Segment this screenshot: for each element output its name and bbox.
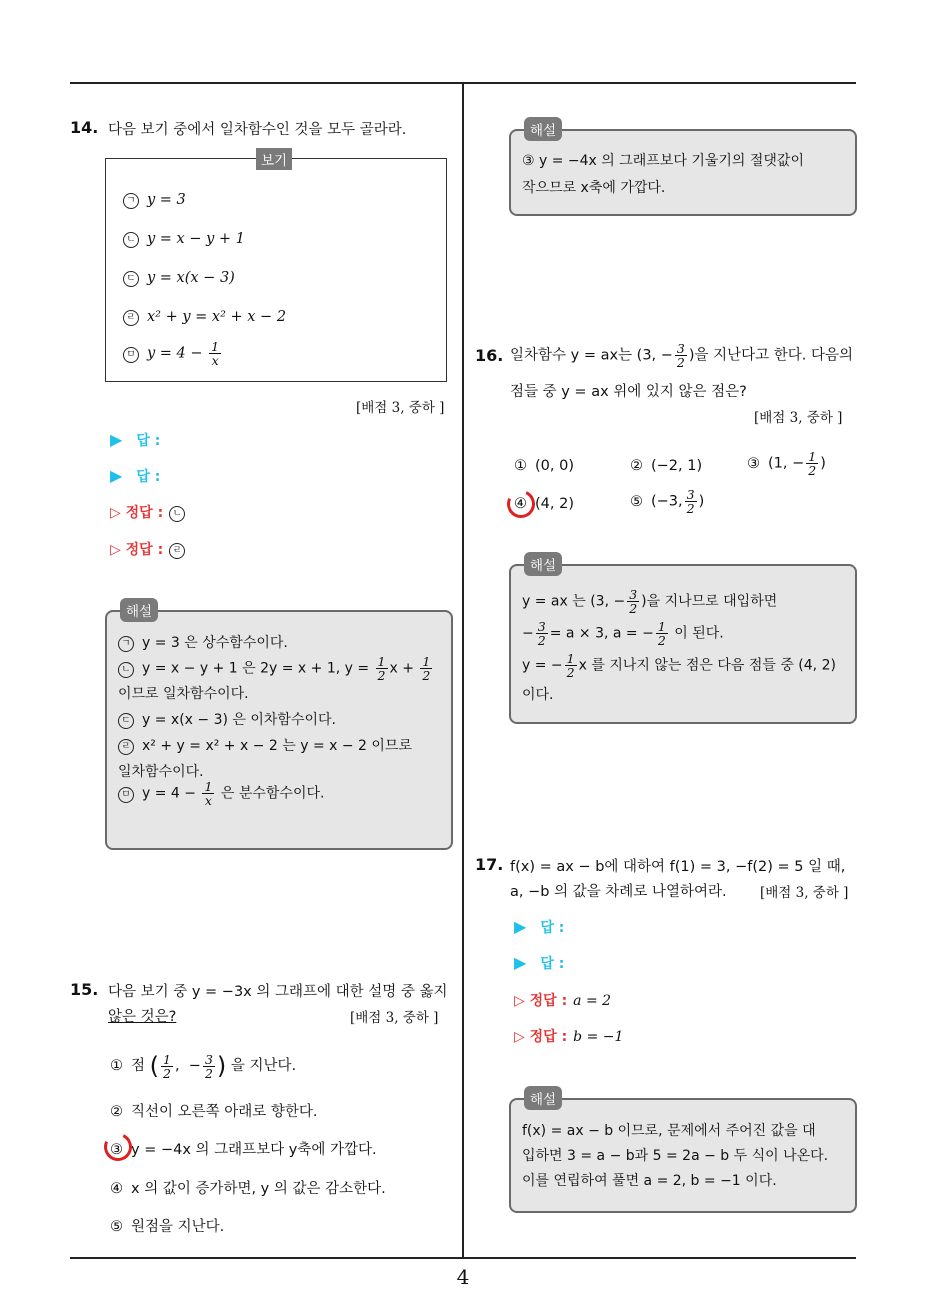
q15-points: [배점 3, 중하 ] bbox=[350, 1010, 439, 1026]
q17-points: [배점 3, 중하 ] bbox=[760, 885, 849, 901]
q14-correct-2: ▷ 정답 : ㄹ bbox=[110, 539, 193, 559]
q17-answer-1[interactable]: ▶ 답 : bbox=[514, 917, 565, 936]
q15-answer-mark bbox=[100, 1129, 136, 1165]
q16-text-1: 일차함수 y = ax는 (3, − $\frac{3}{2}$ )을 지난다고 한다. 다음의 bbox=[510, 341, 854, 370]
q14-item-3-mark: ㄷ bbox=[123, 271, 139, 287]
q15-choice-3[interactable]: ③ y = −4x 의 그래프보다 y축에 가깝다. bbox=[110, 1142, 377, 1158]
q14-explain-line-2: ㄴ y = x − y + 1 은 2y = x + 1, y = $\frac{1}{2}$ x + $\frac{1}{2}$ bbox=[118, 655, 434, 682]
q14-explain-line-7: ㅁ y = 4 − $\frac{1}{x}$ 은 분수함수이다. bbox=[118, 780, 324, 807]
q16-explain-line-2: − $\frac{3}{2}$ = a × 3, a = − $\frac{1}{2}$ 이 된다. bbox=[522, 619, 724, 648]
q16-choice-2[interactable]: ② (−2, 1) bbox=[630, 458, 703, 474]
q17-explain-line-1: f(x) = ax − b 이므로, 문제에서 주어진 값을 대 bbox=[522, 1123, 816, 1139]
q14-bogi-label: 보기 bbox=[256, 148, 292, 170]
q15-choice-4[interactable]: ④ x 의 값이 증가하면, y 의 값은 감소한다. bbox=[110, 1181, 386, 1197]
q15-explain-box bbox=[509, 129, 857, 216]
q14-explain-line-3: 이므로 일차함수이다. bbox=[118, 686, 249, 702]
page-number: 4 bbox=[456, 1265, 470, 1289]
q17-correct-2: ▷ 정답 : b = −1 bbox=[514, 1029, 624, 1045]
q14-answer-2[interactable]: ▶ 답 : bbox=[110, 466, 161, 485]
column-divider bbox=[462, 82, 464, 1258]
q14-explain-line-5: ㄹ x² + y = x² + x − 2 는 y = x − 2 이므로 bbox=[118, 735, 412, 755]
q14-explain-line-6: 일차함수이다. bbox=[118, 764, 204, 780]
q16-explain-line-4: 이다. bbox=[522, 687, 554, 703]
q15-explain-line-1: ③ y = −4x 의 그래프보다 기울기의 절댓값이 bbox=[522, 153, 804, 169]
q14-explain-label: 해설 bbox=[120, 598, 158, 622]
q16-choice-4[interactable]: ④ (4, 2) bbox=[514, 496, 574, 512]
q14-item-4-expr: x² + y = x² + x − 2 bbox=[147, 309, 287, 325]
q17-text-1: f(x) = ax − b에 대하여 f(1) = 3, −f(2) = 5 일 때, bbox=[510, 859, 846, 875]
q16-number: 16. bbox=[475, 346, 504, 365]
q14-item-3 bbox=[123, 270, 235, 287]
q14-number: 14. bbox=[70, 118, 99, 137]
q16-text-2: 점들 중 y = ax 위에 있지 않은 점은? bbox=[510, 384, 747, 400]
q17-explain-label: 해설 bbox=[524, 1086, 562, 1110]
q14-item-5-frac: $\frac{1}{x}$ bbox=[211, 339, 220, 368]
q17-answer-2[interactable]: ▶ 답 : bbox=[514, 953, 565, 972]
q15-choice-2[interactable]: ② 직선이 오른쪽 아래로 향한다. bbox=[110, 1104, 318, 1120]
q15-choice-1[interactable]: ① 점 ( $\frac{1}{2}$ , − $\frac{3}{2}$ ) 을 지난다. bbox=[110, 1051, 297, 1081]
q17-number: 17. bbox=[475, 855, 504, 874]
q15-text-2: 않은 것은? bbox=[108, 1009, 177, 1025]
q16-answer-mark bbox=[503, 486, 539, 522]
q16-explain-line-1: y = ax 는 (3, − $\frac{3}{2}$ )을 지나므로 대입하면 bbox=[522, 587, 778, 616]
q17-explain-line-2: 입하면 3 = a − b과 5 = 2a − b 두 식이 나온다. bbox=[522, 1148, 829, 1164]
q14-item-2-mark: ㄴ bbox=[123, 232, 139, 248]
q14-item-5 bbox=[123, 340, 223, 367]
q16-choice-1[interactable]: ① (0, 0) bbox=[514, 458, 574, 474]
q17-correct-1: ▷ 정답 : a = 2 bbox=[514, 993, 612, 1009]
q14-correct-1: ▷ 정답 : ㄴ bbox=[110, 502, 193, 522]
q14-item-2 bbox=[123, 231, 245, 248]
q14-explain-line-4: ㄷ y = x(x − 3) 은 이차함수이다. bbox=[118, 709, 336, 729]
q14-item-1-expr: y = 3 bbox=[147, 192, 186, 208]
q14-item-5-expr: y = 4 − bbox=[147, 345, 203, 362]
q14-explain-line-1: ㄱ y = 3 은 상수함수이다. bbox=[118, 632, 288, 652]
q17-text-2: a, −b 의 값을 차례로 나열하여라. bbox=[510, 884, 727, 900]
q17-explain-line-3: 이를 연립하여 풀면 a = 2, b = −1 이다. bbox=[522, 1173, 777, 1189]
q14-item-4 bbox=[123, 309, 286, 326]
q16-choice-3[interactable]: ③ (1, − $\frac{1}{2}$ ) bbox=[747, 449, 826, 478]
q16-points: [배점 3, 중하 ] bbox=[754, 410, 843, 426]
q14-item-3-expr: y = x(x − 3) bbox=[147, 270, 235, 286]
q14-item-1 bbox=[123, 192, 186, 209]
q16-choice-5[interactable]: ⑤ (−3, $\frac{3}{2}$ ) bbox=[630, 487, 705, 516]
q14-text: 다음 보기 중에서 일차함수인 것을 모두 골라라. bbox=[108, 122, 407, 138]
q16-explain-line-3: y = − $\frac{1}{2}$ x 를 지나지 않는 점은 다음 점들 중 (4, 2) bbox=[522, 651, 836, 680]
q15-choice-5[interactable]: ⑤ 원점을 지난다. bbox=[110, 1219, 225, 1235]
q15-text-1: 다음 보기 중 y = −3x 의 그래프에 대한 설명 중 옳지 bbox=[108, 984, 448, 1000]
q14-item-4-mark: ㄹ bbox=[123, 310, 139, 326]
q15-explain-label: 해설 bbox=[524, 117, 562, 141]
q14-points: [배점 3, 중하 ] bbox=[356, 400, 445, 416]
q15-number: 15. bbox=[70, 980, 99, 999]
q14-item-1-mark: ㄱ bbox=[123, 193, 139, 209]
q16-explain-label: 해설 bbox=[524, 552, 562, 576]
q14-item-5-mark: ㅁ bbox=[123, 347, 139, 363]
q15-explain-line-2: 작으므로 x축에 가깝다. bbox=[522, 180, 666, 196]
q14-item-2-expr: y = x − y + 1 bbox=[147, 231, 245, 247]
q14-answer-1[interactable]: ▶ 답 : bbox=[110, 430, 161, 449]
